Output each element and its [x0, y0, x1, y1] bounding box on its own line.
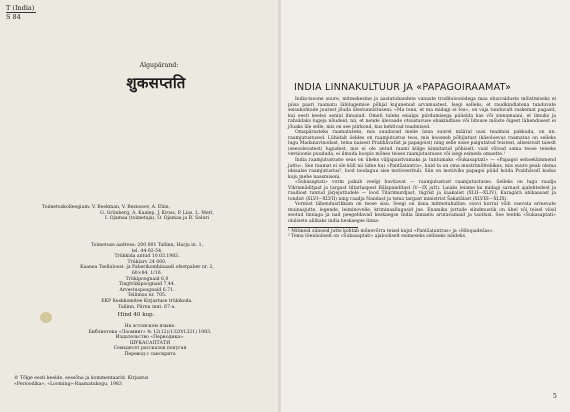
russian-line: Перевод с санскрита [124, 351, 176, 357]
imprint-line: Tallinn, Pärnu mnt. 67-a. [118, 304, 176, 310]
body-paragraph: Omapärasteks raamatuteks, mis suudavad meile üsna suurel määral uusi teadmisi pakkuda, on nn. raamjutustused. Lühidalt öeldes on raamjutustus teos, mis koosneb põhijutust (käsoloevas raamatus on selleks lugu Madanavinodast, tema naisest Prabhāvatīst ja papagoist) ning selle sisse paigutatud teistest, allseisvalt taieslt (seesolevatest) lugudest, mis ei ole antud raami külge kinnitatud põhiselt, vaid võivad sama teose teiseks versioonis puududa, ei ilmuda hoopis mõnes teises raamjutustuses või isegi esineda omaette.¹ [288, 130, 556, 158]
body-paragraph: India raamjutustuste seas on üheks väljapaistvamaks ja tuntumaks «Šukasaptati» — «Papagoi seitsekümmend juttu». See raamat ei ole küll nii üdne kui «Pantšatantra», kuid ta on oma mustrimõtteliikes, mis suure peab olema ideaalse raamjutustus², lood toodaguu sise motiveerituli. Siin on motiiviks papagoi püüd hoida Prabhāvatī kodus koju mehe naasmiseni. [288, 158, 556, 180]
russian-line: На эстонском языке. [124, 324, 176, 329]
imprint-line: Tellimus nr. 705. [127, 293, 167, 299]
original-label: Algupärand: [139, 62, 179, 69]
credits-line: G. Grünberg, A. Kaalep, J. Kross, P. Lias, L. Meri, [100, 210, 214, 216]
copyright-notice [14, 376, 254, 387]
imprint-line: Toimetuse aadress: 200 001 Tallinn, Harju in. 1, [90, 243, 204, 248]
call-number-line: S 84 [6, 13, 21, 21]
credits-line: I. Ojamaa (toimetaja), O. Ojamaa ja R. Saluri [105, 216, 209, 222]
call-number-line: T (India) [6, 4, 35, 12]
credits-line: Toimetuskolleegium: V. Beekman, V. Beznosov, A. Ehin, [42, 205, 171, 210]
footnote: ¹ Mitmeid siinseid jutte kohtab mõnevõrra teisel kujul «Pantšatantras» ja «Hitopadešas». [288, 228, 494, 234]
russian-line: Библиотека «Лооминг» № 12(12)(1320/1321) 1983. [88, 329, 212, 335]
russian-imprint [40, 324, 260, 358]
imprint-line: Trükipoognaid 6,0 [125, 276, 169, 282]
imprint-line: Tingtrükipoognaid 7,44. [118, 282, 176, 288]
russian-line: ШУКАСАПТАТИ [129, 340, 171, 346]
imprint-line: Trükiarv 24 000. [127, 259, 167, 265]
imprint-line: Trükkida antud 10.03.1983. [114, 254, 180, 260]
left-page [0, 0, 281, 412]
copyright-line: © Tõlge eesti keelde, eessõna ja kommentaarid. Kirjastus [14, 376, 149, 381]
call-number [6, 4, 36, 21]
paper-stain [40, 312, 52, 323]
imprint-line: Arvestuspoognaid 6,71. [119, 287, 175, 293]
footnote-rule [288, 227, 358, 228]
sanskrit-title: शुकसप्तति [126, 74, 186, 92]
imprint-line: tel. 44-92-54. [131, 248, 163, 254]
imprint-line: Kaanea Tselluloosi- ja Paberikombinaadi ofsetpaber nr. 2, [80, 265, 214, 271]
body-paragraph: «Šukasaptati» vorm pakub veelgi huvitavat — raamjutustust raamjutustuses. Selleks on lugu raadja Vikramāditjast ja targast tiltarlaspest Bālapanditast (V—IX jutt). Laiaks leiame ka midagi sarnast ajalehtedest ja raadiost tuntud järjejuttudele — lood Tilarimurdjast, tiigrist ja šaakalist (XLII—XLIV), Karagärä abikaasast ja tondist (XLVI—XLVII) ning raadja Nandast ja tema targast ministrist Šakatālast (XLVIII—XLIX). [288, 180, 556, 202]
copyright-line: «Perioodika», «Looming»-Raamatukogu, 1983 [14, 381, 122, 387]
body-text [288, 97, 556, 240]
chapter-title: INDIA LINNAKULTUUR JA «PAPAGOIRAAMAT» [294, 82, 512, 93]
imprint-line: EKP Keskkomitee Kirjastuse trükikoda. [101, 298, 193, 304]
page-number: 5 [553, 393, 557, 400]
body-paragraph: Vormist tähendusrikkam on teose sisu. Seegi on üsna mitmetahuline: soovi korral võib vaevata erinevate muinasjutte, legende, leiminovelle, kriminaallugusid jne. Enamiku juttude siindmustik on ühel või teisel viisil seotud linnaga ja nad peegeldavad keskaegse India linnaelu arutavamaid ja taotlusi. See teebki «Šukasaptati» olulisete allikaks india keskaegse linna- [288, 202, 556, 225]
price: Hind 40 kop. [117, 312, 155, 318]
footnote: ² Tema töenäoliselt on «Šukasaptati» ajalooliselt esimeseks selliseks näideks. [288, 234, 467, 240]
imprint-block [26, 243, 268, 310]
editorial-credits [42, 205, 272, 222]
russian-line: Семьдесят рассказов попугая [113, 346, 187, 352]
russian-line: Издательство «Периодика». [115, 335, 185, 341]
body-paragraph: India-tsoone suure, mitmekesine ja aastatuhandete vanuste traditsioonidega maa eluavalduste mõistmiseks ei piisa paari raamatu läbilugemise põhjal kujunenud arvamustest. Isegi selleks, et raudkindlatena tunduvate seisukohtade juurest jõuda ülestunnistuseni: «Ma tean, et ma midagi ei tea», on vaja tunduvalt raskemat pagasit, kui eesti keeles senini ilmunud. Ometi tuleks esialgu piirdumisega püüelda kas või sinnamaani, et ilmuks ja rahuldaks lugeja nõudeid, nii, et nende ülevaade otsustavuse ebakindluse või liitsuse mõiste õigest tähendusest ei jõuaks üle selle, mis on see piirkond, kus kehtivad teadmised. [288, 97, 556, 130]
imprint-line: 60×84, 1/16. [131, 270, 163, 276]
